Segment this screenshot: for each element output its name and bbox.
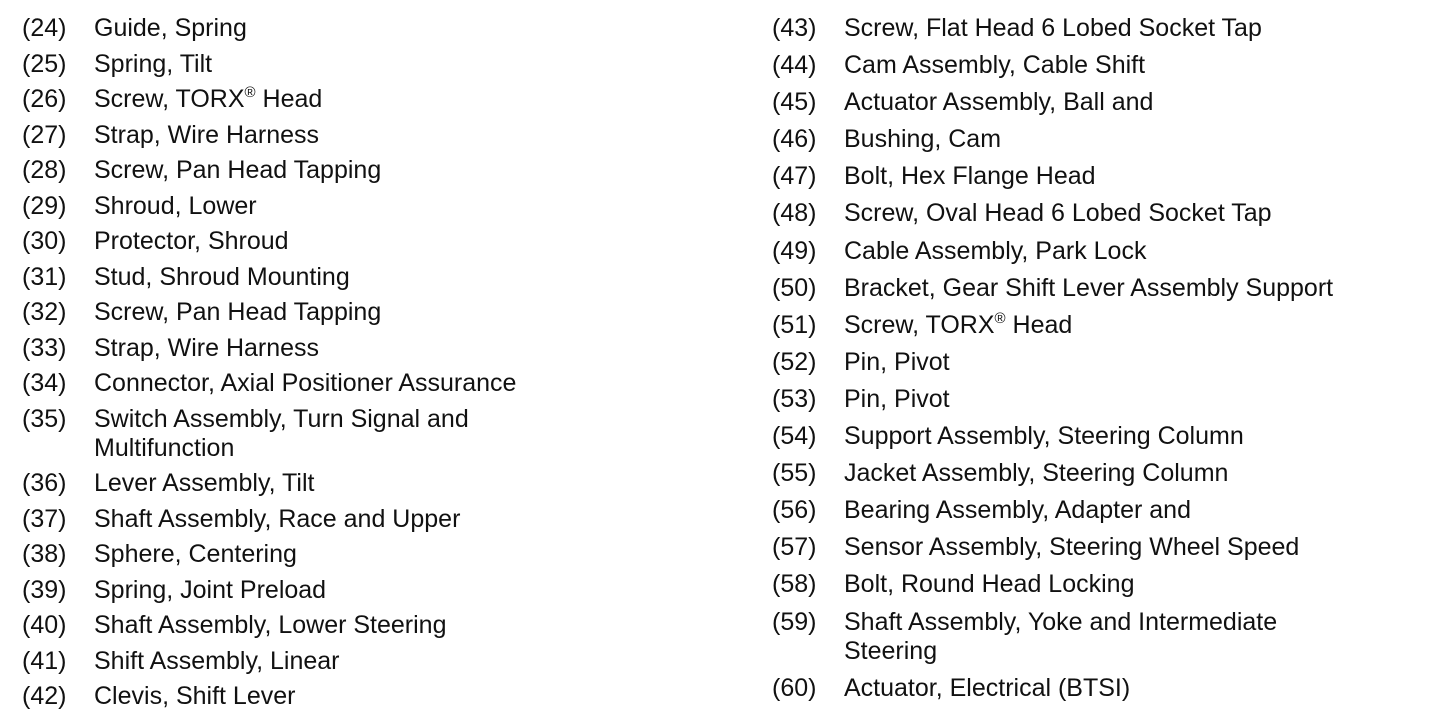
item-number: (32) xyxy=(22,298,67,326)
item-number: (42) xyxy=(22,682,67,710)
description-text: Shaft Assembly, Lower Steering xyxy=(94,611,447,639)
parts-list-item xyxy=(772,274,1432,303)
item-description xyxy=(94,682,722,711)
description-text: Strap, Wire Harness xyxy=(94,333,320,362)
description-text: Strap, Wire Harness xyxy=(94,120,320,149)
item-description xyxy=(844,422,1432,451)
parts-list-item xyxy=(22,156,722,185)
item-number: (55) xyxy=(772,459,817,488)
item-description xyxy=(94,611,722,640)
parts-list-item xyxy=(22,369,722,398)
description-text: Bolt, Hex Flange Head xyxy=(844,162,1096,191)
parts-list-item xyxy=(22,576,722,605)
item-description xyxy=(94,405,722,463)
parts-list-item xyxy=(772,533,1432,562)
description-text: Bracket, Gear Shift Lever Assembly Support xyxy=(844,273,1334,302)
item-number: (52) xyxy=(772,347,817,376)
parts-list-item xyxy=(772,125,1432,154)
item-description xyxy=(94,263,722,292)
item-number: (39) xyxy=(22,575,67,604)
item-number: (30) xyxy=(22,227,67,255)
item-number: (26) xyxy=(22,85,67,113)
description-text: Stud, Shroud Mounting xyxy=(94,262,350,291)
item-description xyxy=(94,298,722,327)
parts-list-item xyxy=(22,50,722,79)
description-text: Shroud, Lower xyxy=(94,191,257,220)
item-description xyxy=(844,674,1432,703)
description-text: Cable Assembly, Park Lock xyxy=(844,236,1147,265)
description-text: Bearing Assembly, Adapter and xyxy=(844,496,1191,525)
item-description xyxy=(94,227,722,256)
parts-list-item xyxy=(772,385,1432,414)
description-text: Spring, Joint Preload xyxy=(94,575,327,604)
description-text: Jacket Assembly, Steering Column xyxy=(844,459,1229,488)
parts-list-item xyxy=(772,348,1432,377)
parts-list-item xyxy=(22,192,722,221)
description-text: Screw, TORX xyxy=(94,85,245,113)
description-text: Shaft Assembly, Race and Upper xyxy=(94,504,461,533)
description-text: Sphere, Centering xyxy=(94,540,297,568)
description-text: Lever Assembly, Tilt xyxy=(94,469,315,497)
description-text: Head xyxy=(255,85,323,113)
description-text: Actuator Assembly, Ball and xyxy=(844,88,1154,117)
description-text: Bushing, Cam xyxy=(844,125,1002,154)
item-number: (40) xyxy=(22,611,67,639)
description-text: Protector, Shroud xyxy=(94,227,289,255)
item-description xyxy=(94,369,722,398)
description-text: Screw, TORX xyxy=(844,310,995,339)
description-text: Pin, Pivot xyxy=(844,347,950,376)
parts-list-item xyxy=(772,608,1432,666)
description-text: Head xyxy=(1005,310,1073,339)
item-description xyxy=(844,496,1432,525)
parts-list-item xyxy=(22,121,722,150)
description-text: Screw, Pan Head Tapping xyxy=(94,156,382,184)
item-description xyxy=(94,647,722,676)
item-description xyxy=(844,88,1432,117)
description-text: Pin, Pivot xyxy=(844,384,950,413)
parts-list-item xyxy=(772,311,1432,340)
description-text: Spring, Tilt xyxy=(94,49,213,78)
item-description xyxy=(94,334,722,363)
description-text: Shift Assembly, Linear xyxy=(94,646,340,675)
description-text: Screw, Flat Head 6 Lobed Socket Tap xyxy=(844,14,1262,42)
item-number: (50) xyxy=(772,273,817,302)
parts-list-item xyxy=(772,570,1432,599)
parts-list-item xyxy=(22,263,722,292)
item-description xyxy=(94,85,722,114)
parts-list-item xyxy=(22,647,722,676)
item-number: (48) xyxy=(772,199,817,228)
item-number: (46) xyxy=(772,125,817,154)
item-number: (36) xyxy=(22,469,67,497)
description-text: Bolt, Round Head Locking xyxy=(844,570,1135,599)
parts-list-item xyxy=(22,405,722,463)
item-number: (53) xyxy=(772,384,817,413)
item-description xyxy=(844,199,1432,228)
item-number: (31) xyxy=(22,262,67,291)
item-number: (60) xyxy=(772,673,817,702)
description-text: Actuator, Electrical (BTSI) xyxy=(844,673,1131,702)
item-description xyxy=(844,237,1432,266)
item-description xyxy=(94,14,722,43)
parts-list-item xyxy=(22,334,722,363)
description-text: Cam Assembly, Cable Shift xyxy=(844,51,1146,80)
item-number: (41) xyxy=(22,646,67,675)
item-number: (37) xyxy=(22,504,67,533)
item-description xyxy=(844,385,1432,414)
item-description xyxy=(844,51,1432,80)
item-number: (28) xyxy=(22,156,67,184)
parts-list-item xyxy=(22,469,722,498)
item-number: (56) xyxy=(772,496,817,525)
description-text: Screw, Pan Head Tapping xyxy=(94,298,382,326)
item-description xyxy=(94,192,722,221)
description-text: Connector, Axial Positioner Assurance xyxy=(94,369,517,397)
item-description xyxy=(844,14,1432,43)
item-number: (49) xyxy=(772,236,817,265)
parts-list-item xyxy=(772,496,1432,525)
item-number: (25) xyxy=(22,49,67,78)
description-text: Support Assembly, Steering Column xyxy=(844,422,1244,451)
parts-list-item xyxy=(22,611,722,640)
item-number: (27) xyxy=(22,120,67,149)
item-number: (43) xyxy=(772,14,817,42)
parts-list-item xyxy=(772,14,1432,43)
description-text: Shaft Assembly, Yoke and Intermediate Steering xyxy=(844,607,1278,665)
item-description xyxy=(844,459,1432,488)
parts-list-item xyxy=(772,162,1432,191)
item-number: (24) xyxy=(22,14,67,42)
description-text: Screw, Oval Head 6 Lobed Socket Tap xyxy=(844,199,1272,228)
item-number: (58) xyxy=(772,570,817,599)
item-description xyxy=(94,469,722,498)
item-description xyxy=(94,156,722,185)
item-number: (38) xyxy=(22,540,67,568)
item-description xyxy=(844,608,1432,666)
description-text: Guide, Spring xyxy=(94,14,247,42)
registered-mark: ® xyxy=(244,84,256,101)
registered-mark: ® xyxy=(994,309,1006,327)
parts-list-item xyxy=(772,237,1432,266)
parts-list-item xyxy=(772,674,1432,703)
parts-list-item xyxy=(22,505,722,534)
item-number: (59) xyxy=(772,607,817,636)
item-number: (57) xyxy=(772,533,817,562)
parts-list-item xyxy=(22,682,722,711)
parts-list-right-column xyxy=(772,14,1432,711)
parts-list-item xyxy=(22,227,722,256)
item-number: (29) xyxy=(22,191,67,220)
item-description xyxy=(844,311,1432,340)
parts-list-item xyxy=(22,85,722,114)
item-description xyxy=(94,576,722,605)
item-number: (35) xyxy=(22,404,67,433)
parts-list-item xyxy=(22,14,722,43)
parts-list-item xyxy=(772,422,1432,451)
item-number: (44) xyxy=(772,51,817,80)
item-description xyxy=(844,162,1432,191)
item-number: (34) xyxy=(22,369,67,397)
description-text: Switch Assembly, Turn Signal and Multifunction xyxy=(94,404,469,462)
item-number: (51) xyxy=(772,310,817,339)
parts-list-left-column xyxy=(22,14,722,718)
item-description xyxy=(844,125,1432,154)
description-text: Sensor Assembly, Steering Wheel Speed xyxy=(844,533,1300,562)
parts-list-item xyxy=(22,540,722,569)
item-number: (33) xyxy=(22,333,67,362)
parts-list-item xyxy=(772,459,1432,488)
item-description xyxy=(94,121,722,150)
parts-list-item xyxy=(772,199,1432,228)
item-number: (45) xyxy=(772,88,817,117)
item-description xyxy=(94,505,722,534)
item-number: (54) xyxy=(772,422,817,451)
item-description xyxy=(844,570,1432,599)
item-number: (47) xyxy=(772,162,817,191)
item-description xyxy=(844,348,1432,377)
item-description xyxy=(94,50,722,79)
parts-list-item xyxy=(772,51,1432,80)
description-text: Clevis, Shift Lever xyxy=(94,682,296,710)
item-description xyxy=(94,540,722,569)
item-description xyxy=(844,274,1432,303)
item-description xyxy=(844,533,1432,562)
parts-list-item xyxy=(772,88,1432,117)
parts-list-item xyxy=(22,298,722,327)
